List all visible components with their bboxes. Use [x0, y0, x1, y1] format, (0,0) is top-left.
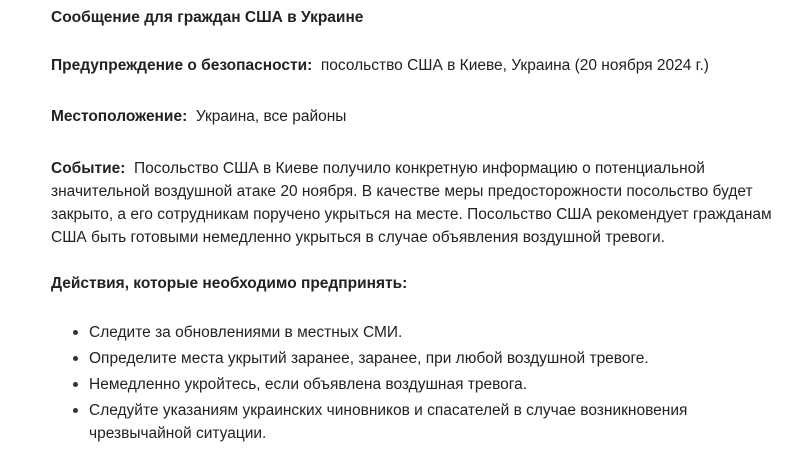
location — [51, 105, 791, 128]
event — [51, 157, 791, 249]
security-warning-label: Предупреждение о безопасности: — [51, 57, 313, 74]
list-item-text: Определите места укрытий заранее, заранее, при любой воздушной тревоге. — [89, 350, 649, 367]
bullet-icon — [73, 408, 78, 413]
security-warning — [51, 54, 791, 77]
list-item — [71, 347, 779, 370]
actions-list — [51, 321, 800, 445]
list-item — [71, 373, 779, 396]
security-warning-text: посольство США в Киеве, Украина (20 ноября 2024 г.) — [320, 57, 709, 74]
list-item-text: Следуйте указаниям украинских чиновников и спасателей в случае возникновения чрезвычайной ситуации. — [89, 402, 688, 442]
location-label: Местоположение: — [51, 108, 188, 125]
bullet-icon — [73, 382, 78, 387]
event-label: Событие: — [51, 160, 126, 177]
event-text: Посольство США в Киеве получило конкретную информацию о потенциальной значительной воздушной атаке 20 ноября. В качестве меры предосторожности посольство будет закрыто, а его сотрудникам поручено укрыться на месте. Посольство США рекомендует гражданам США быть готовыми немедленно укрыться в случае объявления воздушной тревоги. — [51, 160, 772, 246]
list-item-text: Следите за обновлениями в местных СМИ. — [89, 324, 403, 341]
document-title: Сообщение для граждан США в Украине — [51, 9, 364, 26]
list-item — [71, 321, 779, 344]
bullet-icon — [73, 356, 78, 361]
actions-heading: Действия, которые необходимо предпринять: — [51, 275, 408, 292]
list-item — [71, 399, 779, 445]
location-text: Украина, все районы — [195, 108, 347, 125]
bullet-icon — [73, 330, 78, 335]
list-item-text: Немедленно укройтесь, если объявлена воздушная тревога. — [89, 376, 528, 393]
